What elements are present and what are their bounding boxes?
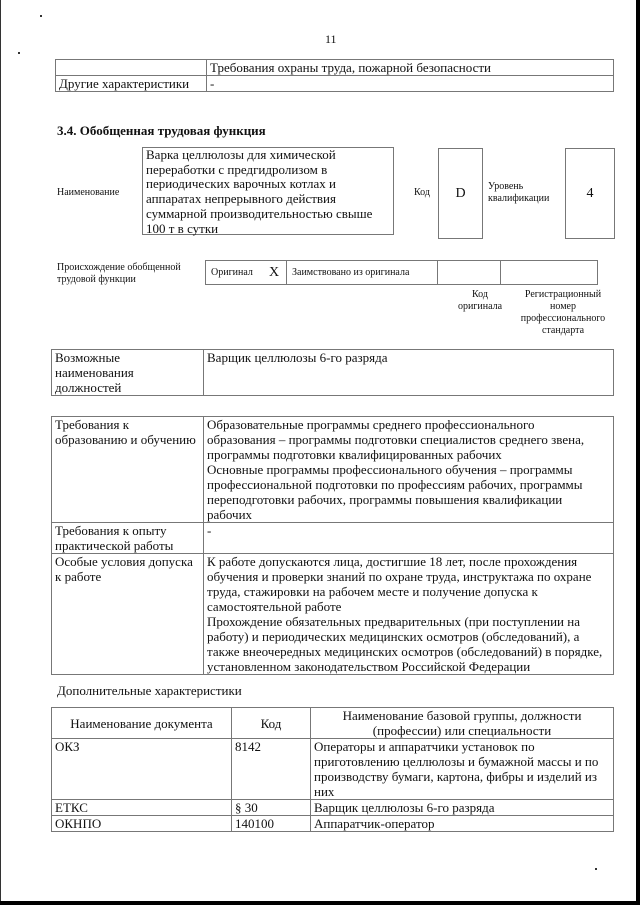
cell-name xyxy=(311,739,614,800)
row-label: Другие характеристики xyxy=(56,76,207,92)
column-header-name xyxy=(311,708,614,739)
label-line: образованию и обучению xyxy=(55,432,196,447)
additional-characteristics-table xyxy=(51,707,614,832)
value-line: Основные программы профессионального обучения – программы xyxy=(207,462,573,477)
row-value: Требования охраны труда, пожарной безопасности xyxy=(207,60,614,76)
label-line: практической работы xyxy=(55,538,174,553)
value-line: работу) и периодических медицинских осмотров (обследований), а xyxy=(207,629,580,644)
value-line: труда, стажировки на рабочем месте и получение допуска к xyxy=(207,584,538,599)
scan-speck xyxy=(18,52,20,54)
cell-code: § 30 xyxy=(232,800,311,816)
value-line: установленном законодательством Российской Федерации xyxy=(207,659,531,674)
column-header-document: Наименование документа xyxy=(52,708,232,739)
registration-number-cell xyxy=(501,261,598,285)
code-value: D xyxy=(455,185,466,201)
caption-line: профессионального xyxy=(520,313,606,324)
qualification-level-box xyxy=(565,148,615,239)
table-row xyxy=(52,523,614,554)
value-line: - xyxy=(207,523,212,538)
cell-document: ОКЗ xyxy=(52,739,232,800)
value-line: них xyxy=(314,784,335,799)
function-name-line: аппаратах непрерывного действия xyxy=(146,191,336,207)
caption-line: оригинала xyxy=(457,301,503,312)
table-row xyxy=(52,417,614,523)
cell-document: ОКНПО xyxy=(52,816,232,832)
label-line: Возможные xyxy=(55,350,120,365)
function-name-box xyxy=(142,147,394,235)
scan-speck xyxy=(40,15,42,17)
function-name-line: Варка целлюлозы для химической xyxy=(146,147,336,162)
borrowed-label: Заимствовано из оригинала xyxy=(287,261,438,285)
header-line: Наименование базовой группы, должности xyxy=(342,708,582,723)
cell-name: Варщик целлюлозы 6-го разряда xyxy=(311,800,614,816)
table-row xyxy=(52,816,614,832)
table-row xyxy=(52,554,614,675)
section-title: 3.4. Обобщенная трудовая функция xyxy=(57,123,266,138)
value-line: также внеочередных медицинских осмотров (обследований) в порядке, xyxy=(207,644,603,659)
row-label xyxy=(56,60,207,76)
label-line: квалификации xyxy=(488,193,550,204)
education-requirements-label xyxy=(52,417,204,523)
special-conditions-label xyxy=(52,554,204,675)
label-line: Особые условия допуска xyxy=(55,554,193,569)
special-conditions-value xyxy=(204,554,614,675)
requirements-table xyxy=(51,416,614,675)
name-label: Наименование xyxy=(57,187,120,198)
value-line: Образовательные программы среднего профессионального xyxy=(207,417,535,432)
table-row xyxy=(52,800,614,816)
function-name-line: 100 т в сутки xyxy=(146,220,219,236)
value-line: Операторы и аппаратчики установок по xyxy=(314,739,535,754)
table-row xyxy=(52,350,614,396)
experience-requirements-label xyxy=(52,523,204,554)
origin-label xyxy=(57,262,181,286)
caption-line: номер xyxy=(550,301,576,312)
positions-value: Варщик целлюлозы 6-го разряда xyxy=(204,350,614,396)
value-line: рабочих xyxy=(207,507,253,522)
function-name-line: суммарной производительностью свыше xyxy=(146,205,373,221)
caption-line: Код xyxy=(472,289,488,300)
label-line: должностей xyxy=(55,380,122,395)
code-label: Код xyxy=(414,187,430,198)
table-row xyxy=(206,261,598,285)
previous-section-table xyxy=(55,59,614,92)
value-line: обучения и проверки знаний по охране труда, инструктажа по охране xyxy=(207,569,592,584)
value-line: программы подготовки квалифицированных рабочих xyxy=(207,447,502,462)
experience-requirements-value xyxy=(204,523,614,554)
page-number: 11 xyxy=(325,32,337,46)
function-name-line: переработки с предгидролизом в xyxy=(146,161,328,177)
label-line: Требования к опыту xyxy=(55,523,167,538)
original-code-caption xyxy=(448,289,512,313)
scan-right-edge xyxy=(636,0,640,905)
caption-line: Регистрационный xyxy=(524,289,602,300)
cell-document: ЕТКС xyxy=(52,800,232,816)
table-row xyxy=(52,739,614,800)
value-line: приготовлению целлюлозы и бумажной массы и по xyxy=(314,754,599,769)
table-row xyxy=(56,60,614,76)
code-box xyxy=(438,148,483,239)
original-mark: X xyxy=(264,261,287,285)
possible-positions-table xyxy=(51,349,614,396)
label-line: Происхождение обобщенной xyxy=(57,262,181,273)
value-line: переподготовки рабочих, программы повышения квалификации xyxy=(207,492,563,507)
label-line: трудовой функции xyxy=(57,274,136,285)
scan-left-edge xyxy=(0,0,1,901)
scan-speck xyxy=(595,868,597,870)
caption-line: стандарта xyxy=(541,325,585,336)
value-line: профессиональной подготовки по профессиям рабочих, программы xyxy=(207,477,583,492)
label-line: наименования xyxy=(55,365,134,380)
header-line: (профессии) или специальности xyxy=(372,723,552,738)
value-line: К работе допускаются лица, достигшие 18 лет, после прохождения xyxy=(207,554,578,569)
qualification-level-value: 4 xyxy=(586,185,594,201)
additional-characteristics-title: Дополнительные характеристики xyxy=(57,683,242,698)
qualification-level-label xyxy=(488,181,549,205)
scan-bottom-edge xyxy=(0,901,640,905)
registration-number-caption xyxy=(513,289,613,337)
column-header-code: Код xyxy=(232,708,311,739)
label-line: Требования к xyxy=(55,417,130,432)
value-line: Прохождение обязательных предварительных (при поступлении на xyxy=(207,614,580,629)
positions-label xyxy=(52,350,204,396)
education-requirements-value xyxy=(204,417,614,523)
origin-table xyxy=(205,260,598,285)
cell-code: 140100 xyxy=(232,816,311,832)
cell-code: 8142 xyxy=(232,739,311,800)
table-row xyxy=(56,76,614,92)
value-line: самостоятельной работе xyxy=(207,599,342,614)
cell-name: Аппаратчик-оператор xyxy=(311,816,614,832)
function-name-line: периодических варочных котлах и xyxy=(146,176,336,192)
row-value: - xyxy=(207,76,614,92)
original-code-cell xyxy=(438,261,501,285)
label-line: к работе xyxy=(55,569,102,584)
value-line: образования – программы подготовки специалистов среднего звена, xyxy=(207,432,585,447)
value-line: производству бумаги, картона, фибры и изделий из xyxy=(314,769,598,784)
label-line: Уровень xyxy=(488,181,524,192)
original-label: Оригинал xyxy=(206,261,265,285)
table-header-row xyxy=(52,708,614,739)
